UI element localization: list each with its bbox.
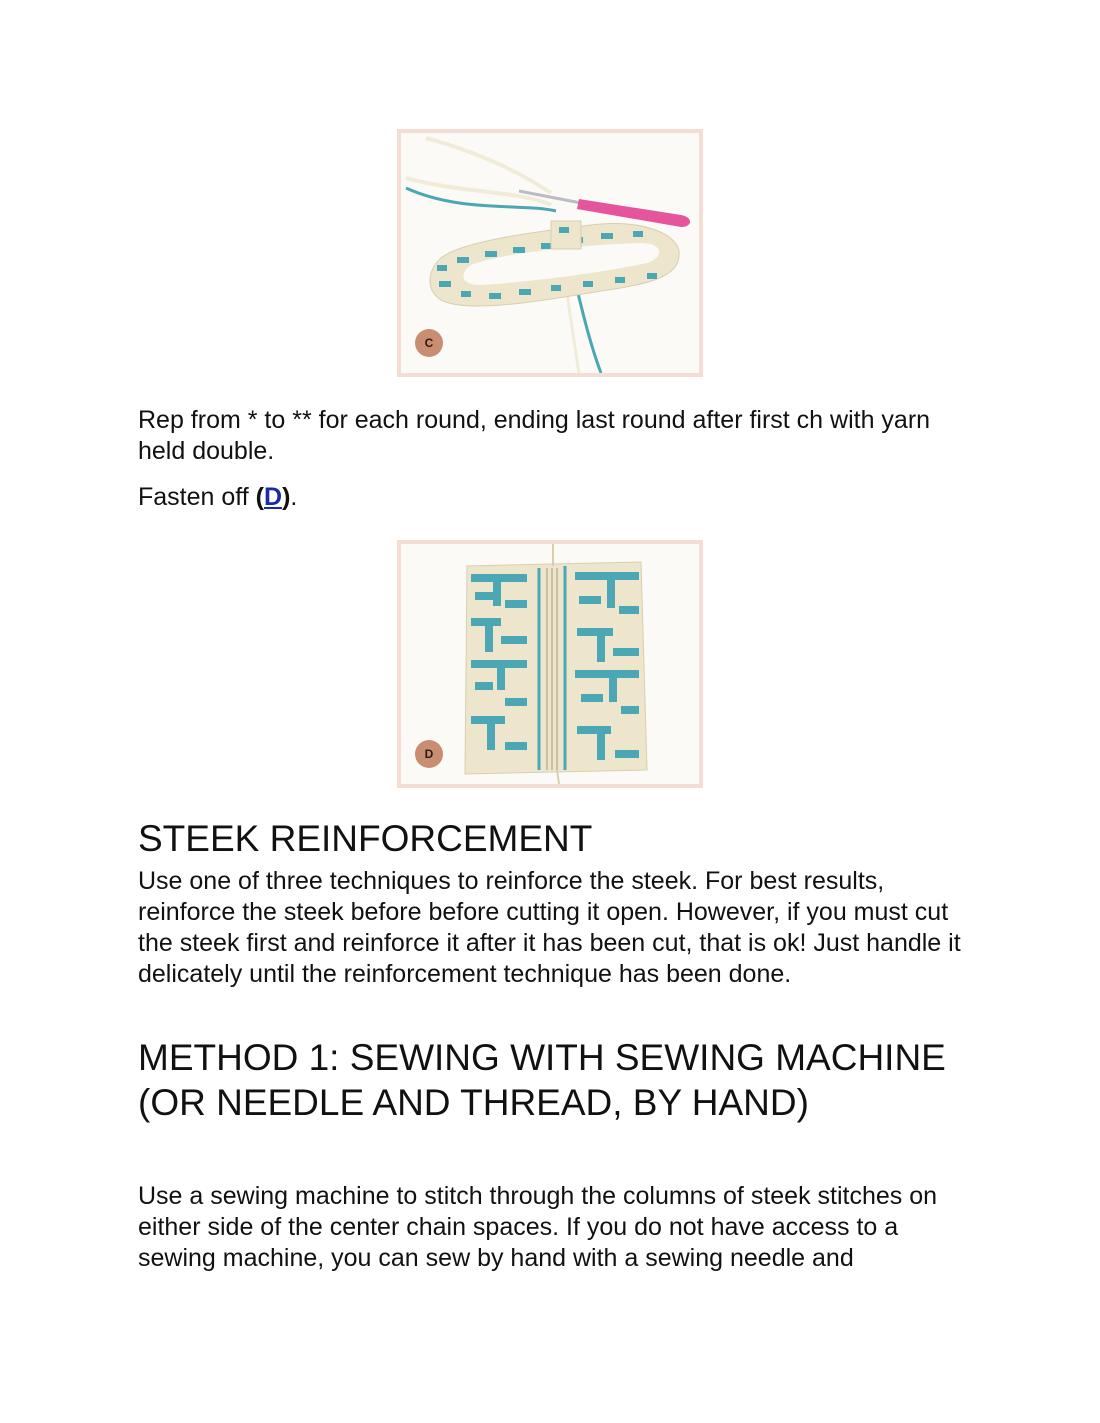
fasten-close-paren: ) [282, 483, 291, 511]
figure-d-badge: D [415, 740, 443, 768]
figure-c-badge: C [415, 329, 443, 357]
figure-d-link[interactable]: D [264, 483, 283, 511]
steek-reinforcement-paragraph: Use one of three techniques to reinforce the steek. For best results, reinforce the steek before before cutting it open. However, if you must cut the steek first and reinforce it after it has been cut, that is ok! Just handle it delicately until the reinforcement technique has been done. [138, 867, 961, 988]
fasten-off-paragraph [138, 482, 968, 513]
rep-paragraph: Rep from * to ** for each round, ending last round after first ch with yarn held double. [138, 406, 931, 465]
figure-c-photo [397, 129, 703, 377]
figure-d-photo [397, 540, 703, 788]
fasten-off-text: Fasten off [138, 483, 256, 511]
fasten-period: . [290, 483, 298, 511]
method-1-heading: METHOD 1: SEWING WITH SEWING MACHINE (OR NEEDLE AND THREAD, BY HAND) [138, 1037, 946, 1123]
crochet-band-hook-illustration [401, 133, 699, 373]
fasten-open-paren: ( [255, 483, 264, 511]
crochet-swatch-steek-illustration [401, 544, 699, 784]
steek-reinforcement-heading: STEEK REINFORCEMENT [138, 818, 593, 859]
method-1-paragraph: Use a sewing machine to stitch through the columns of steek stitches on either side of the center chain spaces. If you do not have access to a sewing machine, you can sew by hand with a sewing needle and [138, 1182, 938, 1272]
